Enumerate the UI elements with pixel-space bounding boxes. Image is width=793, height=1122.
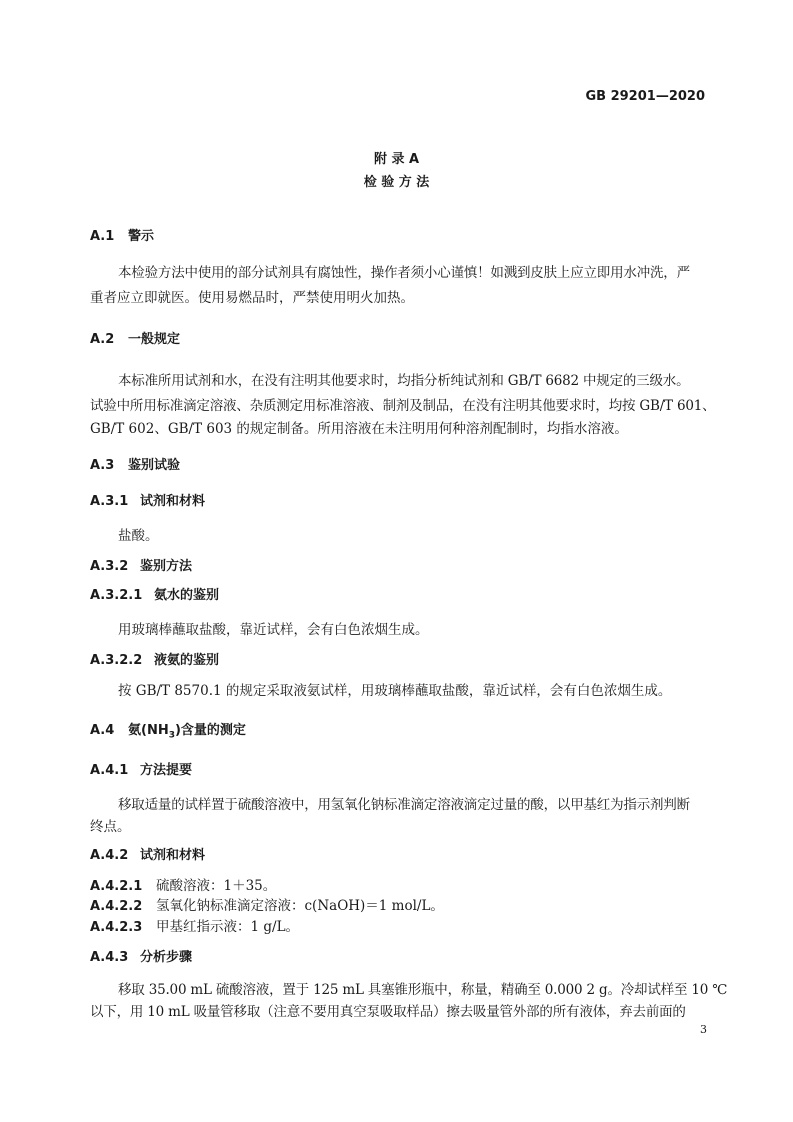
section-number: A.3.2 bbox=[90, 559, 129, 574]
paragraph-line: 以下，用 10 mL 吸量管移取（注意不要用真空泵吸取样品）擦去吸量管外部的所有液体，弃去前面的 bbox=[90, 1004, 686, 1020]
list-item bbox=[90, 877, 276, 895]
paragraph-line: 盐酸。 bbox=[118, 528, 159, 544]
section-number: A.2 bbox=[90, 332, 115, 347]
paragraph-line: 终点。 bbox=[90, 819, 131, 835]
paragraph-line: 本标准所用试剂和水，在没有注明其他要求时，均指分析纯试剂和 GB/T 6682 中规定的三级水。 bbox=[118, 373, 690, 389]
section-title: 一般规定 bbox=[128, 332, 181, 347]
list-item bbox=[90, 897, 444, 915]
section-title-post: )含量的测定 bbox=[174, 723, 246, 738]
section-title: 试剂和材料 bbox=[140, 848, 206, 863]
paragraph-line: 移取适量的试样置于硫酸溶液中，用氢氧化钠标准滴定溶液滴定过量的酸，以甲基红为指示剂判断 bbox=[118, 797, 690, 813]
section-title: 警示 bbox=[128, 229, 155, 244]
section-title: 方法提要 bbox=[140, 763, 193, 778]
paragraph-line: 移取 35.00 mL 硫酸溶液，置于 125 mL 具塞锥形瓶中，称量，精确至 0.000 2 g。冷却试样至 10 ℃ bbox=[118, 982, 728, 998]
section-number: A.4.3 bbox=[90, 950, 129, 965]
paragraph-line: 试验中所用标准滴定溶液、杂质测定用标准溶液、制剂及制品，在没有注明其他要求时，均按 GB/T 601、 bbox=[90, 398, 716, 414]
section-a2-heading bbox=[90, 331, 180, 349]
section-a3-2-2-heading bbox=[90, 652, 219, 670]
item-text: 硫酸溶液：1＋35。 bbox=[156, 878, 277, 894]
section-title: 鉴别试验 bbox=[128, 458, 181, 473]
section-a3-2-1-heading bbox=[90, 587, 219, 605]
section-a4-3-heading bbox=[90, 949, 192, 967]
standard-code: GB 29201—2020 bbox=[585, 89, 705, 104]
paragraph-line: 用玻璃棒蘸取盐酸，靠近试样，会有白色浓烟生成。 bbox=[118, 622, 429, 638]
appendix-title: 检 验 方 法 bbox=[363, 175, 430, 190]
paragraph-line: GB/T 602、GB/T 603 的规定制备。所用溶液在未注明用何种溶剂配制时，均指水溶液。 bbox=[90, 421, 628, 437]
section-title: 试剂和材料 bbox=[140, 494, 206, 509]
section-a4-2-heading bbox=[90, 847, 205, 865]
section-a3-2-heading bbox=[90, 558, 192, 576]
item-text: 甲基红指示液：1 g/L。 bbox=[156, 919, 300, 935]
section-title-subscript: 3 bbox=[168, 730, 175, 741]
paragraph-line: 按 GB/T 8570.1 的规定采取液氨试样，用玻璃棒蘸取盐酸，靠近试样，会有白色浓烟生成。 bbox=[118, 683, 672, 699]
section-a4-1-heading bbox=[90, 762, 192, 780]
item-number: A.4.2.3 bbox=[90, 920, 143, 935]
item-number: A.4.2.2 bbox=[90, 899, 143, 914]
item-text: 氢氧化钠标准滴定溶液：c(NaOH)＝1 mol/L。 bbox=[156, 898, 444, 914]
section-a1-heading bbox=[90, 228, 154, 246]
paragraph-line: 重者应立即就医。使用易燃品时，严禁使用明火加热。 bbox=[90, 290, 414, 306]
section-number: A.3.1 bbox=[90, 494, 129, 509]
section-number: A.3 bbox=[90, 458, 115, 473]
appendix-label: 附 录 A bbox=[373, 152, 420, 167]
section-number: A.3.2.2 bbox=[90, 653, 143, 668]
section-a4-heading bbox=[90, 722, 246, 740]
section-number: A.4.1 bbox=[90, 763, 129, 778]
page-number: 3 bbox=[700, 1023, 707, 1036]
list-item bbox=[90, 918, 299, 936]
section-a3-heading bbox=[90, 457, 180, 475]
paragraph-line: 本检验方法中使用的部分试剂具有腐蚀性，操作者须小心谨慎！如溅到皮肤上应立即用水冲洗，严 bbox=[118, 265, 690, 281]
section-a3-1-heading bbox=[90, 493, 205, 511]
section-title-pre: 氨(NH bbox=[128, 723, 169, 738]
section-number: A.4 bbox=[90, 723, 115, 738]
section-title: 分析步骤 bbox=[140, 950, 193, 965]
section-title: 氨水的鉴别 bbox=[154, 588, 220, 603]
section-title: 液氨的鉴别 bbox=[154, 653, 220, 668]
section-title: 鉴别方法 bbox=[140, 559, 193, 574]
section-number: A.4.2 bbox=[90, 848, 129, 863]
item-number: A.4.2.1 bbox=[90, 879, 143, 894]
section-number: A.3.2.1 bbox=[90, 588, 143, 603]
section-number: A.1 bbox=[90, 229, 115, 244]
